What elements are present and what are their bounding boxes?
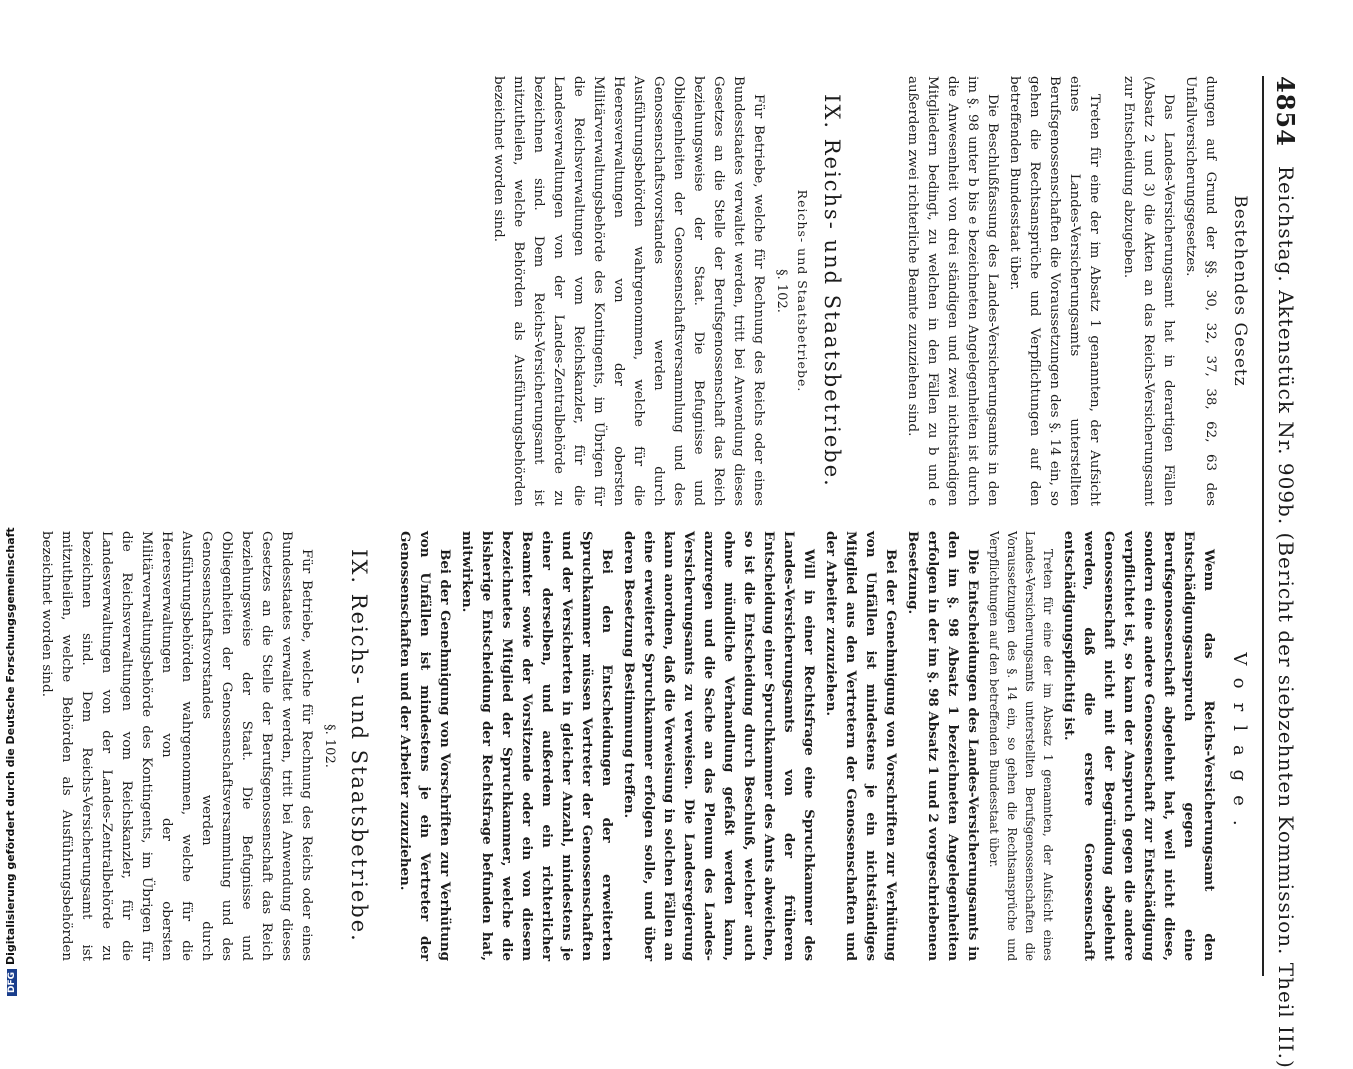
column-heading-proposal: Vorlage. <box>1229 652 1250 840</box>
text-paragraph: Treten für eine der im Absatz 1 genannten, der Aufsicht eines Landes-Versicherungsamts unterstellten Berufsgenossenschaften die Voraussetzungen des §. 14 ein, so gehen die Rechtsansprüche und Verpflichtungen auf den betreffenden Bundesstaat über. <box>1007 76 1102 506</box>
text-paragraph: dungen auf Grund der §§. 30, 32, 37, 38, 62, 63 des Unfallversicherungsgesetzes. <box>1183 76 1218 506</box>
text-paragraph: Für Betriebe, welche für Rechnung des Reichs oder eines Bundesstaates verwaltet werden, tritt bei Anwendung dieses Gesetzes an die Stelle der Berufsgenossenschaft das Reich beziehungsweise der Staat. Die Befugnisse und Obliegenheiten der Genossenschaftsversammlung und des Genossenschaftsvorstandes werden durch Ausführungsbehörden wahrgenommen, welche für die Heeresverwaltungen von der obersten Militärverwaltungsbehörde des Kontingents, im Übrigen für die Reichsverwaltungen vom Reichskanzler, für die Landesverwaltungen von der Landes-Zentralbehörde zu bezeichnen sind. Dem Reichs-Versicherungsamt ist mitzutheilen, welche Behörden als Ausführungsbehörden bezeichnet worden sind. <box>39 531 314 961</box>
text-paragraph-bold: Bei den Entscheidungen der erweiterten Spruchkammer müssen Vertreter der Genossenschaften und der Versicherten in gleicher Anzahl, mindestens je einer derselben, und außerdem ein richterlicher Beamter sowie der Vorsitzende oder ein von diesem bezeichnetes Mitglied der Spruchkammer, welche die bisherige Entscheidung der Rechtsfrage befunden hat, mitwirken. <box>459 531 615 961</box>
column-existing-law <box>486 76 1254 506</box>
page-number: 4854 <box>1271 76 1300 147</box>
page-header <box>1266 76 1306 1069</box>
section-title: IX. Reichs- und Staatsbetriebe. <box>820 94 844 488</box>
section-title: IX. Reichs- und Staatsbetriebe. <box>347 549 371 943</box>
column-heading-existing-law: Bestehendes Gesetz <box>1230 195 1250 387</box>
column-proposal <box>34 531 1254 961</box>
paragraph-mark: §. 102. <box>322 724 337 768</box>
text-paragraph-bold: Die Entscheidungen des Landes-Versicherungsamts in den im §. 98 Absatz 1 bezeichneten Angelegenheiten erfolgen in der im §. 98 Absatz 1 und 2 vorgeschriebenen Besetzung. <box>905 531 981 961</box>
text-paragraph: Das Landes-Versicherungsamt hat in derartigen Fällen (Absatz 2 und 3) die Akten an das Reichs-Versicherungsamt zur Entscheidung abzugeben. <box>1121 76 1176 506</box>
text-paragraph: Für Betriebe, welche für Rechnung des Reichs oder eines Bundesstaates verwaltet werden, tritt bei Anwendung dieses Gesetzes an die Stelle der Berufsgenossenschaft das Reich beziehungsweise der Staat. Die Befugnisse und Obliegenheiten der Genossenschaftsversammlung und des Genossenschaftsvorstandes werden durch Ausführungsbehörden wahrgenommen, welche für die Heeresverwaltungen von der obersten Militärverwaltungsbehörde des Kontingents, im Übrigen für die Reichsverwaltungen vom Reichskanzler, für die Landesverwaltungen von der Landes-Zentralbehörde zu bezeichnen sind. Dem Reichs-Versicherungsamt ist mitzutheilen, welche Behörden als Ausführungsbehörden bezeichnet worden sind. <box>491 76 766 506</box>
header-rule <box>1262 76 1264 976</box>
text-paragraph-bold: Bei der Genehmigung von Vorschriften zur Verhütung von Unfällen ist mindestens je ein nichtständiges Mitglied aus den Vertretern der Genossenschaften und der Arbeiter zuzuziehen. <box>823 531 899 961</box>
text-paragraph-bold: Bei der Genehmigung von Vorschriften zur Verhütung von Unfällen ist mindestens je ein Vertreter der Genossenschaften und der Arbeiter zuzuziehen. <box>397 531 453 961</box>
text-paragraph-bold: Will in einer Rechtsfrage eine Spruchkammer des Landes-Versicherungsamts von der früheren Entscheidung einer Spruchkammer des Amts abweichen, so ist die Entscheidung durch Beschluß, welcher auch ohne mündliche Verhandlung gefaßt werden kann, anzuregen und die Sache an das Plenum des Landes-Versicherungsamts zu verweisen. Die Landesregierung kann anordnen, daß die Verweisung in solchen Fällen an eine erweiterte Spruchkammer erfolgen solle, und über deren Besetzung Bestimmung treffen. <box>621 531 817 961</box>
text-paragraph-bold: Wenn das Reichs-Versicherungsamt den Entschädigungsanspruch gegen eine Berufsgenossenschaft abgelehnt hat, weil nicht diese, sondern eine andere Genossenschaft zur Entschädigung verpflichtet ist, so kann der Anspruch gegen die andere Genossenschaft nicht mit der Begründung abgelehnt werden, daß die erstere Genossenschaft entschädigungspflichtig ist. <box>1061 531 1217 961</box>
text-paragraph: Die Beschlußfassung des Landes-Versicherungsamts in den im §. 98 unter b bis e bezeichneten Angelegenheiten ist durch die Anwesenheit von drei ständigen und zwei nichtständigen Mitgliedern bedingt, zu welchen in den Fällen zu b und e außerdem zwei richterliche Beamte zuzuziehen sind. <box>905 76 1000 506</box>
digitization-caption-text: Digitalisierung gefördert durch die Deutsche Forschungsgemeinschaft <box>4 527 17 965</box>
text-paragraph: Treten für eine der im Absatz 1 genannten, der Aufsicht eines Landes-Versicherungsamts unterstellten Berufsgenossenschaften die Voraussetzungen des §. 14 ein, so gehen die Rechtsansprüche und Verpflichtungen auf den betreffenden Bundesstaat über. <box>987 531 1055 961</box>
dfg-logo: DFG <box>7 969 17 996</box>
paragraph-mark: §. 102. <box>774 269 789 313</box>
section-subtitle: Reichs- und Staatsbetriebe. <box>795 189 810 393</box>
page-title: Reichstag. Aktenstück Nr. 909b. (Bericht der siebzehnten Kommission. Theil III.) <box>1274 166 1298 1069</box>
digitization-caption <box>4 527 17 996</box>
document-page <box>39 76 1306 1069</box>
